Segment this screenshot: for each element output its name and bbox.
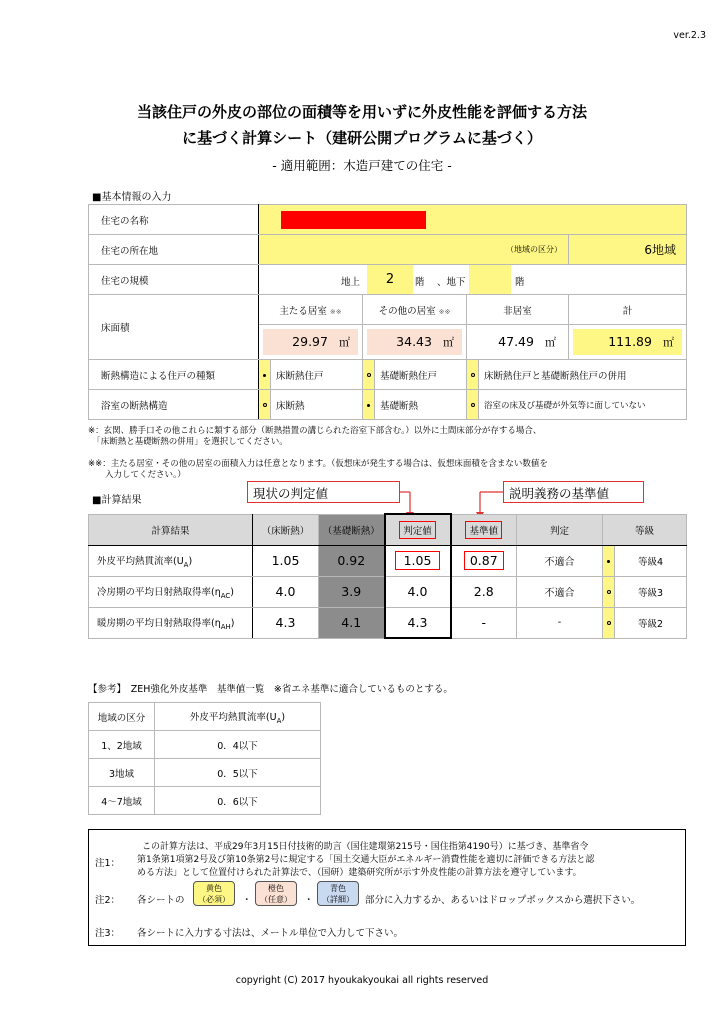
house-scale-label: 住宅の規模 [89, 265, 259, 295]
other-room-area-value: 34.43 [396, 334, 432, 349]
ref-value-2: 0．5以下 [155, 759, 321, 787]
ua-judge-value: 1.05 [395, 551, 441, 570]
bath-floor-label: 床断熱 [271, 390, 363, 420]
total-area-value: 111.89 [608, 334, 652, 349]
note-mark-other: ※※ [438, 307, 451, 316]
etaah-grade-radio[interactable] [603, 607, 615, 638]
orange-swatch-sub: （任意） [260, 895, 292, 904]
insulation-type-label: 断熱構造による住戸の種類 [89, 360, 259, 390]
insulation-floor-label: 床断熱住戸 [271, 360, 363, 390]
etaac-grade-radio[interactable] [603, 576, 615, 607]
ref-value-1: 0．4以下 [155, 731, 321, 759]
note1-line3: める方法」として位置付けられた計算法で、（国研）建築研究所が示す外皮性能の計算方法を遵守しています。 [137, 868, 582, 878]
floor-unit-above: 階 [415, 277, 425, 288]
other-room-area-unit: ㎡ [443, 336, 454, 349]
above-ground-label: 地上 [341, 277, 361, 288]
ref-region-2: 3地域 [89, 759, 155, 787]
ref-region-3: 4～7地域 [89, 787, 155, 815]
bath-insulation-label: 浴室の断熱構造 [89, 390, 259, 420]
page-title-line2: に基づく計算シート（建研公開プログラムに基づく） [182, 129, 542, 147]
copyright: copyright (C) 2017 hyoukakyoukai all rights reserved [235, 975, 489, 986]
standard-header-box: 基準値 [465, 521, 502, 539]
header-base: （基礎断熱） [319, 514, 385, 545]
etaah-judge-value: 4.3 [385, 607, 451, 638]
separator-2: ・ [304, 895, 314, 906]
etaah-base-value: 4.1 [319, 607, 385, 638]
house-address-label: 住宅の所在地 [89, 235, 259, 265]
etaac-base-value: 3.9 [319, 576, 385, 607]
ua-base-value: 0.92 [319, 545, 385, 576]
footnote-2-line2: 入力してください。） [88, 470, 186, 480]
etaah-floor-value: 4.3 [253, 607, 319, 638]
etaah-grade-label: 等級2 [615, 607, 687, 638]
notes-box [88, 829, 686, 946]
version-label: ver.2.3 [673, 30, 706, 41]
blue-swatch-sub: （詳細） [322, 895, 354, 904]
ua-decision: 不適合 [517, 545, 603, 576]
etaac-floor-value: 4.0 [253, 576, 319, 607]
etaah-standard-value: - [451, 607, 517, 638]
ref-value-3: 0．6以下 [155, 787, 321, 815]
orange-swatch [255, 881, 297, 906]
header-decision: 判定 [517, 514, 603, 545]
ref-region-1: 1、2地域 [89, 731, 155, 759]
bath-none-label: 浴室の床及び基礎が外気等に面していない [479, 390, 687, 420]
yellow-swatch-label: 黄色 [206, 884, 222, 893]
main-room-area-value: 29.97 [292, 334, 328, 349]
etaac-standard-value: 2.8 [451, 576, 517, 607]
header-judge [385, 514, 451, 545]
orange-swatch-label: 橙色 [268, 884, 284, 893]
row-etaac-label: 冷房期の平均日射熱取得率$(\eta_{AC})$ [89, 576, 253, 607]
etaac-decision: 不適合 [517, 576, 603, 607]
footnote-1-line2: 「床断熱と基礎断熱の併用」を選択してください。 [88, 437, 288, 447]
ua-grade-label: 等級4 [615, 545, 687, 576]
etaac-grade-label: 等級3 [615, 576, 687, 607]
header-standard [451, 514, 517, 545]
note-mark-main: ※※ [329, 307, 342, 316]
unselected-dot-icon [607, 621, 611, 625]
floor-area-label: 床面積 [89, 295, 259, 360]
region-value: 6地域 [644, 243, 676, 257]
basic-section-title: ■基本情報の入力 [92, 192, 172, 203]
judge-header-box: 判定値 [399, 521, 436, 539]
non-room-area-value: 47.49 [498, 334, 534, 349]
bath-base-label: 基礎断熱 [375, 390, 467, 420]
blue-swatch [317, 881, 359, 906]
ua-judge-cell [385, 545, 451, 576]
note2-label: 注2： [95, 895, 121, 906]
footnote-1-line1: ※：玄関、勝手口その他これらに類する部分（断熱措置の講じられた浴室下部含む。）以外に土間床部分が存する場合、 [88, 426, 542, 436]
main-room-label: 主たる居室 [279, 305, 327, 317]
ref-header-ua: 外皮平均熱貫流率$(U_A)$ [155, 703, 321, 731]
etaah-decision: - [517, 607, 603, 638]
reference-title: 【参考】 ZEH強化外皮基準 基準値一覧 ※省エネ基準に適合しているものとする。 [88, 684, 453, 695]
page-subtitle: - 適用範囲：木造戸建ての住宅 - [272, 158, 452, 173]
ua-standard-value: 0.87 [464, 551, 504, 570]
page-title-line1: 当該住戸の外皮の部位の面積等を用いずに外皮性能を評価する方法 [136, 103, 587, 121]
note3-label: 注3： [95, 928, 121, 939]
result-table [88, 513, 687, 639]
house-name-label: 住宅の名称 [89, 205, 259, 235]
header-floor: （床断熱） [253, 514, 319, 545]
ua-floor-value: 1.05 [253, 545, 319, 576]
row-etaah-label: 暖房期の平均日射熱取得率$(\eta_{AH})$ [89, 607, 253, 638]
non-room-area-unit: ㎡ [545, 336, 556, 349]
other-room-label: その他の居室 [378, 305, 436, 317]
main-room-area-unit: ㎡ [339, 336, 350, 349]
total-header: 計 [569, 295, 687, 325]
separator-1: ・ [242, 895, 252, 906]
unselected-dot-icon [607, 590, 611, 594]
note1-label: 注1： [95, 858, 121, 869]
row-ua-label: 外皮平均熱貫流率$(U_A)$ [89, 545, 253, 576]
floor-unit-below: 階 [515, 277, 525, 288]
note1-line1: この計算方法は、平成29年3月15日付技術的助言（国住建環第215号・国住指第4190号）に基づき、基準省令 [142, 842, 589, 852]
selected-dot-icon [607, 560, 610, 563]
yellow-swatch-sub: （必須） [198, 895, 230, 904]
above-ground-input[interactable]: 2 [367, 265, 413, 294]
total-area-unit: ㎡ [663, 336, 674, 349]
note3-text: 各シートに入力する寸法は、メートル単位で入力して下さい。 [137, 928, 404, 939]
insulation-both-label: 床断熱住戸と基礎断熱住戸の併用 [479, 360, 687, 390]
footnote-2-line1: ※※：主たる居室・その他の居室の面積入力は任意となります。（仮想床が発生する場合は、仮想床面積を含まない数値を [88, 459, 548, 469]
note2-post: 部分に入力するか、あるいはドロップボックスから選択下さい。 [365, 895, 641, 906]
ua-standard-cell [451, 545, 517, 576]
non-room-header: 非居室 [467, 295, 569, 325]
header-result: 計算結果 [89, 514, 253, 545]
callout-standard-value: 説明義務の基準値 [503, 481, 644, 503]
etaac-judge-value: 4.0 [385, 576, 451, 607]
below-ground-label: 、地下 [437, 277, 466, 288]
blue-swatch-label: 青色 [330, 884, 346, 893]
insulation-base-label: 基礎断熱住戸 [375, 360, 467, 390]
header-grade: 等級 [603, 514, 687, 545]
yellow-swatch [193, 881, 235, 906]
ref-header-region: 地域の区分 [89, 703, 155, 731]
note2-pre: 各シートの [137, 895, 185, 906]
note1-text [137, 841, 594, 880]
ua-grade-radio[interactable] [603, 545, 615, 576]
callout-current-value: 現状の判定値 [247, 481, 400, 503]
result-section-title: ■計算結果 [92, 495, 142, 506]
reference-table [88, 702, 321, 815]
note1-line2: 第1条第1項第2号及び第10条第2号に規定する「国土交通大臣がエネルギー消費性能を適切に評価できる方法と認 [137, 855, 595, 865]
region-label: （地域の区分） [506, 245, 562, 254]
